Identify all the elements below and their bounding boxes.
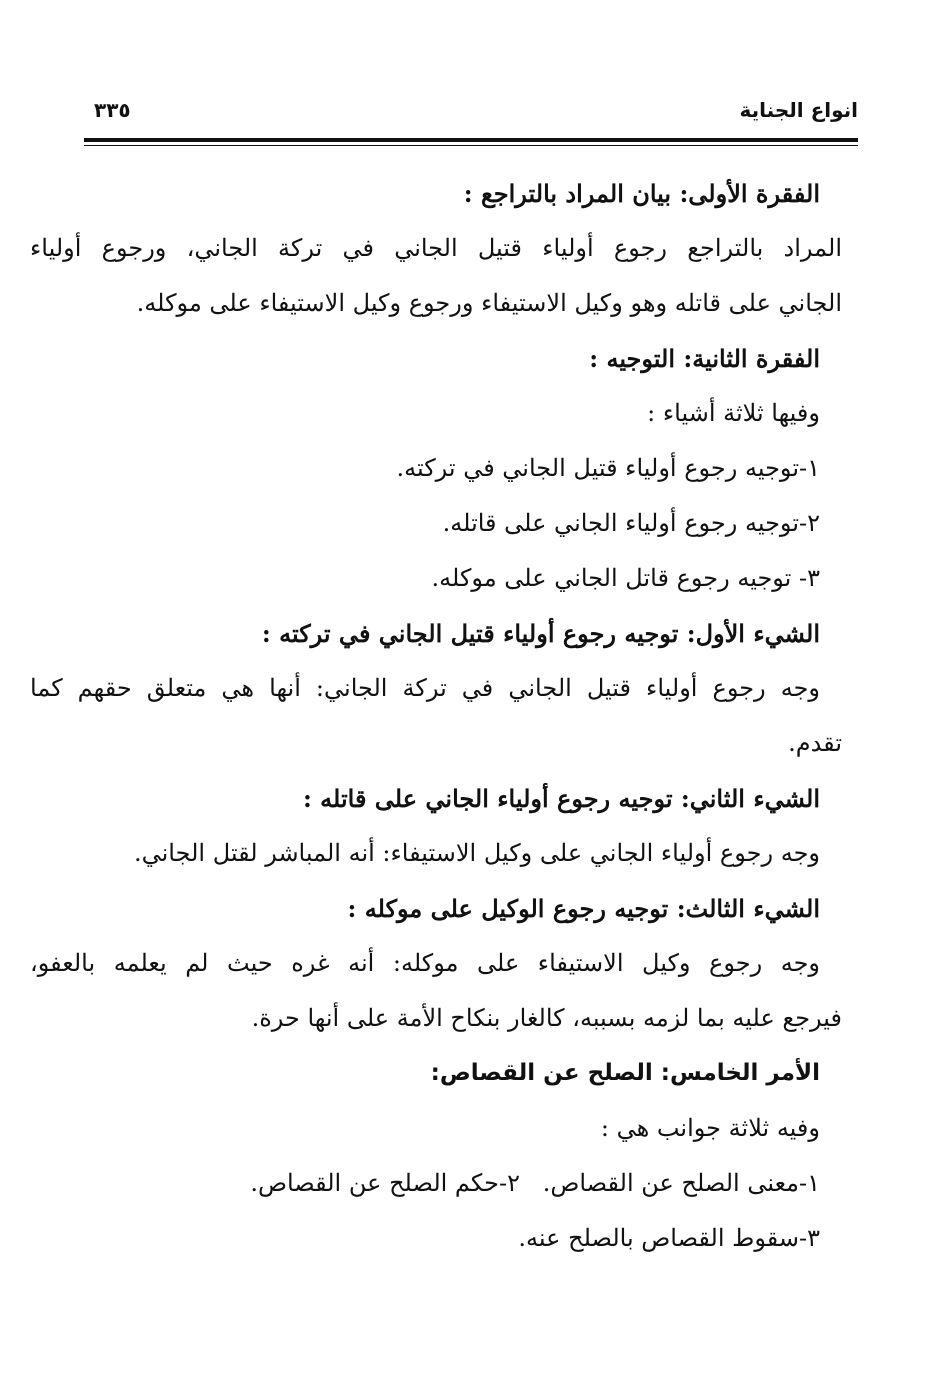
paragraph-line: وجه رجوع أولياء قتيل الجاني في تركة الجاني: أنها هي متعلق حقهم كما	[30, 674, 820, 702]
page-number: ٣٣٥	[94, 98, 131, 122]
list-item: ٢-حكم الصلح عن القصاص.	[250, 1169, 520, 1197]
section-heading-5: الأمر الخامس: الصلح عن القصاص:	[430, 1060, 820, 1086]
page-header	[84, 96, 858, 130]
paragraph-line: وفيه ثلاثة جوانب هي :	[600, 1114, 820, 1142]
subsection-heading-3: الشيء الثالث: توجيه رجوع الوكيل على موكله :	[347, 894, 820, 923]
paragraph-line: وجه رجوع وكيل الاستيفاء على موكله: أنه غره حيث لم يعلمه بالعفو،	[30, 949, 820, 977]
paragraph-line: الجاني على قاتله وهو وكيل الاستيفاء ورجوع وكيل الاستيفاء على موكله.	[136, 289, 842, 317]
paragraph-line: فيرجع عليه بما لزمه بسببه، كالغار بنكاح الأمة على أنها حرة.	[251, 1004, 842, 1032]
list-item: ٣-سقوط القصاص بالصلح عنه.	[518, 1224, 820, 1252]
paragraph-line: تقدم.	[788, 729, 842, 757]
subsection-heading-1: الشيء الأول: توجيه رجوع أولياء قتيل الجاني في تركته :	[261, 619, 820, 648]
body-text	[30, 166, 843, 1266]
list-item: ٢-توجيه رجوع أولياء الجاني على قاتله.	[442, 509, 820, 537]
list-item: ١-معنى الصلح عن القصاص.	[542, 1169, 820, 1197]
paragraph-line: وفيها ثلاثة أشياء :	[647, 399, 820, 427]
header-rule-thin	[84, 145, 858, 146]
list-row	[80, 1156, 820, 1211]
section-heading-1: الفقرة الأولى: بيان المراد بالتراجع :	[463, 179, 820, 208]
subsection-heading-2: الشيء الثاني: توجيه رجوع أولياء الجاني على قاتله :	[302, 784, 820, 813]
header-rule-thick	[84, 138, 858, 142]
paragraph-line: وجه رجوع أولياء الجاني على وكيل الاستيفاء: أنه المباشر لقتل الجاني.	[133, 839, 820, 867]
list-item: ١-توجيه رجوع أولياء قتيل الجاني في تركته.	[396, 454, 820, 482]
section-heading-2: الفقرة الثانية: التوجيه :	[589, 344, 820, 373]
chapter-title: انواع الجناية	[739, 98, 858, 122]
list-item: ٣- توجيه رجوع قاتل الجاني على موكله.	[431, 564, 820, 592]
paragraph-line: المراد بالتراجع رجوع أولياء قتيل الجاني في تركة الجاني، ورجوع أولياء	[30, 234, 843, 262]
